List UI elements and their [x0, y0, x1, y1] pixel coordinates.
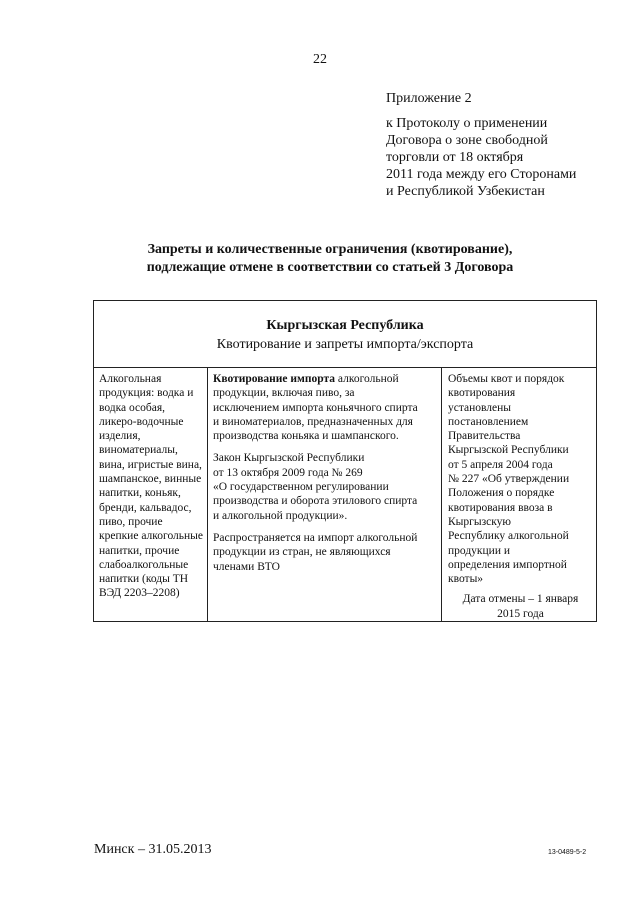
cancellation-line: Дата отмены – 1 января: [462, 593, 579, 606]
product-line: напитки, прочие: [99, 544, 180, 557]
table-subtitle: Квотирование и запреты импорта/экспорта: [216, 337, 474, 352]
product-line: вина, игристые вина,: [99, 458, 202, 471]
quota-line: квотирования ввоза в: [448, 501, 553, 514]
footer-place-date: Минск – 31.05.2013: [94, 842, 212, 857]
quota-line: постановлением: [448, 415, 529, 428]
product-line: ВЭД 2203–2208): [99, 587, 180, 600]
quota-line: Правительства: [448, 430, 521, 443]
quota-line: определения импортной: [448, 558, 567, 571]
quota-line: № 227 «Об утверждении: [448, 473, 570, 486]
scope-note: [213, 531, 438, 574]
quota-line: Кыргызскую: [448, 515, 512, 528]
quota-line: квотирования: [448, 387, 516, 400]
quota-cell: [442, 368, 597, 622]
document-title-line: подлежащие отмене в соответствии со статьей 3 Договора: [146, 260, 514, 275]
law-line: производства и оборота этилового спирта: [213, 495, 418, 508]
measure-cell: [208, 368, 442, 622]
quota-line: квоты»: [448, 573, 484, 586]
product-line: крепкие алкогольные: [99, 530, 204, 543]
product-line: напитки (коды ТН: [99, 573, 189, 586]
cancellation-line: 2015 года: [497, 607, 544, 620]
page-number: 22: [313, 52, 327, 67]
appendix-line: 2011 года между его Сторонами: [386, 167, 577, 182]
table-header-cell: [94, 301, 597, 368]
law-line: Закон Кыргызской Республики: [213, 452, 365, 465]
quota-line: установлены: [448, 401, 512, 414]
product-line: пиво, прочие: [99, 515, 163, 528]
product-line: шампанское, винные: [99, 473, 202, 486]
law-line: «О государственном регулировании: [213, 481, 389, 494]
appendix-title: Приложение 2: [386, 91, 472, 106]
measure-type: Квотирование импорта: [213, 373, 336, 385]
table-row: [94, 368, 597, 622]
quota-line: от 5 апреля 2004 года: [448, 458, 553, 471]
country-name: Кыргызская Республика: [266, 318, 424, 333]
measure-description: [213, 372, 438, 443]
quota-line: Объемы квот и порядок: [448, 373, 565, 385]
law-reference: [213, 451, 438, 522]
product-cell: [94, 368, 208, 622]
product-line: напитки, коньяк,: [99, 487, 181, 500]
document-title-line: Запреты и количественные ограничения (квотирование),: [147, 242, 513, 257]
appendix-header: [386, 90, 626, 200]
scope-line: Распространяется на импорт алкогольной: [213, 531, 418, 544]
law-line: от 13 октября 2009 года № 269: [213, 466, 363, 479]
table-header-row: [94, 301, 597, 368]
product-line: продукция: водка и: [99, 387, 194, 400]
measure-line: производства коньяка и шампанского.: [213, 430, 399, 443]
appendix-line: Договора о зоне свободной: [386, 133, 548, 148]
measure-line: исключением импорта коньячного спирта: [213, 401, 418, 414]
quota-line: Положения о порядке: [448, 487, 555, 500]
product-line: изделия,: [99, 430, 141, 443]
quota-line: продукции и: [448, 544, 511, 557]
product-line: Алкогольная: [99, 373, 162, 385]
measure-line: и виноматериалов, предназначенных для: [213, 415, 413, 428]
footer-doc-code: 13-0489-5-2: [548, 849, 587, 856]
product-line: бренди, кальвадос,: [99, 501, 192, 514]
product-line: ликеро-водочные: [99, 415, 184, 428]
measure-line: продукции, включая пиво, за: [213, 387, 355, 400]
law-line: и алкогольной продукции».: [213, 509, 348, 522]
product-line: слабоалкогольные: [99, 558, 189, 571]
scope-line: продукции из стран, не являющихся: [213, 546, 391, 559]
appendix-line: к Протоколу о применении: [386, 116, 548, 131]
quota-line: Кыргызской Республики: [448, 444, 569, 457]
measure-line: [213, 372, 438, 386]
quota-line: Республику алкогольной: [448, 530, 569, 543]
restrictions-table: [93, 300, 597, 622]
appendix-line: и Республикой Узбекистан: [386, 184, 545, 199]
cancellation-date: [448, 592, 593, 621]
product-line: виноматериалы,: [99, 444, 178, 457]
scope-line: членами ВТО: [213, 560, 280, 573]
measure-text: алкогольной: [335, 373, 399, 385]
product-line: водка особая,: [99, 401, 166, 414]
document-title: [90, 241, 570, 277]
appendix-line: торговли от 18 октября: [386, 150, 524, 165]
